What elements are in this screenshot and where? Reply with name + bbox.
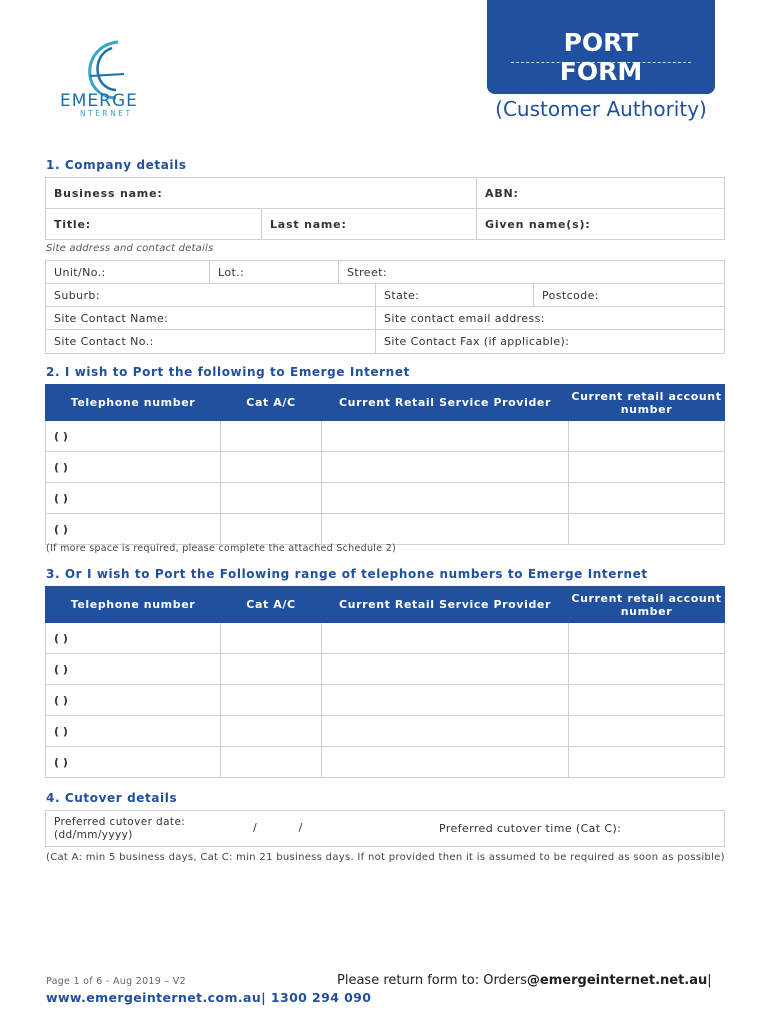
- form-title-box: [487, 0, 715, 94]
- table-row: [46, 623, 725, 654]
- table-row: [46, 514, 725, 545]
- section-1-title: 1. Company details: [46, 158, 187, 172]
- col-provider: Current Retail Service Provider: [322, 385, 569, 421]
- return-prefix: Please return form to: Orders: [337, 973, 527, 988]
- cat-cell[interactable]: [221, 483, 322, 514]
- provider-cell[interactable]: [322, 483, 569, 514]
- phone-cell[interactable]: ( ): [46, 685, 221, 716]
- col-provider: Current Retail Service Provider: [322, 587, 569, 623]
- provider-cell[interactable]: [322, 452, 569, 483]
- account-cell[interactable]: [569, 685, 725, 716]
- cat-cell[interactable]: [221, 685, 322, 716]
- table-row: [46, 685, 725, 716]
- provider-cell[interactable]: [322, 747, 569, 778]
- cat-cell[interactable]: [221, 452, 322, 483]
- phone-cell[interactable]: ( ): [46, 514, 221, 545]
- provider-cell[interactable]: [322, 421, 569, 452]
- table-row: [46, 483, 725, 514]
- port-range-table: [45, 586, 725, 778]
- site-contact-no-field[interactable]: Site Contact No.:: [46, 330, 376, 353]
- phone-cell[interactable]: ( ): [46, 452, 221, 483]
- col-account-number: Current retail account number: [569, 587, 725, 623]
- state-field[interactable]: State:: [376, 284, 534, 307]
- phone-number: | 1300 294 090: [261, 990, 372, 1005]
- cutover-date-label: Preferred cutover date: (dd/mm/yyyy): [54, 815, 186, 841]
- provider-cell[interactable]: [322, 685, 569, 716]
- postcode-field[interactable]: Postcode:: [534, 284, 724, 307]
- col-account-number: Current retail account number: [569, 385, 725, 421]
- account-cell[interactable]: [569, 747, 725, 778]
- table-row: [46, 452, 725, 483]
- port-numbers-table: [45, 384, 725, 545]
- col-telephone-number: Telephone number: [46, 385, 221, 421]
- cutover-date-field[interactable]: [46, 811, 426, 846]
- abn-field[interactable]: ABN:: [477, 178, 724, 209]
- site-address-box: [45, 260, 725, 354]
- business-name-field[interactable]: Business name:: [46, 178, 477, 209]
- footer-contact: [46, 990, 371, 1005]
- website-link[interactable]: www.emergeinternet.com.au: [46, 990, 262, 1005]
- cat-cell[interactable]: [221, 747, 322, 778]
- table-row: [46, 716, 725, 747]
- phone-cell[interactable]: ( ): [46, 716, 221, 747]
- title-field[interactable]: Title:: [46, 209, 262, 239]
- section-4-title: 4. Cutover details: [46, 791, 178, 805]
- unit-field[interactable]: Unit/No.:: [46, 261, 210, 284]
- section-2-title: 2. I wish to Port the following to Emerge Internet: [46, 365, 410, 379]
- phone-cell[interactable]: ( ): [46, 483, 221, 514]
- cat-cell[interactable]: [221, 514, 322, 545]
- cat-cell[interactable]: [221, 421, 322, 452]
- cutover-note: (Cat A: min 5 business days, Cat C: min 21 business days. If not provided then it is assumed to be required as soon as possible): [46, 852, 725, 863]
- account-cell[interactable]: [569, 483, 725, 514]
- provider-cell[interactable]: [322, 654, 569, 685]
- cat-cell[interactable]: [221, 623, 322, 654]
- form-title-line1: PORT: [563, 28, 639, 57]
- return-instruction: [337, 973, 712, 988]
- site-contact-fax-field[interactable]: Site Contact Fax (if applicable):: [384, 335, 570, 348]
- return-email[interactable]: @emergeinternet.net.au: [526, 973, 708, 988]
- lot-field[interactable]: Lot.:: [210, 261, 339, 284]
- last-name-field[interactable]: Last name:: [262, 209, 477, 239]
- page-number: Page 1 of 6 - Aug 2019 – V2: [46, 976, 186, 987]
- logo-wordmark: EMERGE: [60, 91, 138, 111]
- account-cell[interactable]: [569, 654, 725, 685]
- cat-cell[interactable]: [221, 654, 322, 685]
- account-cell[interactable]: [569, 514, 725, 545]
- provider-cell[interactable]: [322, 716, 569, 747]
- provider-cell[interactable]: [322, 623, 569, 654]
- date-slashes: / /: [253, 821, 303, 834]
- company-details-box: [45, 177, 725, 240]
- col-cat: Cat A/C: [221, 385, 322, 421]
- logo-subtext: NTERNET: [80, 109, 133, 118]
- form-title-line2: FORM: [559, 57, 643, 86]
- cutover-time-field[interactable]: Preferred cutover time (Cat C):: [439, 822, 622, 835]
- cat-cell[interactable]: [221, 716, 322, 747]
- schedule-note: (If more space is required, please complete the attached Schedule 2): [46, 543, 397, 554]
- account-cell[interactable]: [569, 452, 725, 483]
- account-cell[interactable]: [569, 421, 725, 452]
- phone-cell[interactable]: ( ): [46, 421, 221, 452]
- col-telephone-number: Telephone number: [46, 587, 221, 623]
- provider-cell[interactable]: [322, 514, 569, 545]
- phone-cell[interactable]: ( ): [46, 623, 221, 654]
- form-subtitle: (Customer Authority): [495, 97, 707, 121]
- phone-cell[interactable]: ( ): [46, 747, 221, 778]
- return-suffix: |: [707, 973, 712, 988]
- table-row: [46, 747, 725, 778]
- site-address-note: Site address and contact details: [46, 243, 214, 254]
- account-cell[interactable]: [569, 716, 725, 747]
- site-contact-name-field[interactable]: Site Contact Name:: [46, 307, 376, 330]
- street-field[interactable]: Street:: [339, 261, 724, 284]
- table-row: [46, 654, 725, 685]
- account-cell[interactable]: [569, 623, 725, 654]
- cutover-box: [45, 810, 725, 847]
- section-3-title: 3. Or I wish to Port the Following range of telephone numbers to Emerge Internet: [46, 567, 648, 581]
- site-contact-email-field[interactable]: Site contact email address:: [376, 307, 724, 330]
- suburb-field[interactable]: Suburb:: [46, 284, 376, 307]
- col-cat: Cat A/C: [221, 587, 322, 623]
- phone-cell[interactable]: ( ): [46, 654, 221, 685]
- table-row: [46, 421, 725, 452]
- given-names-field[interactable]: Given name(s):: [485, 217, 591, 231]
